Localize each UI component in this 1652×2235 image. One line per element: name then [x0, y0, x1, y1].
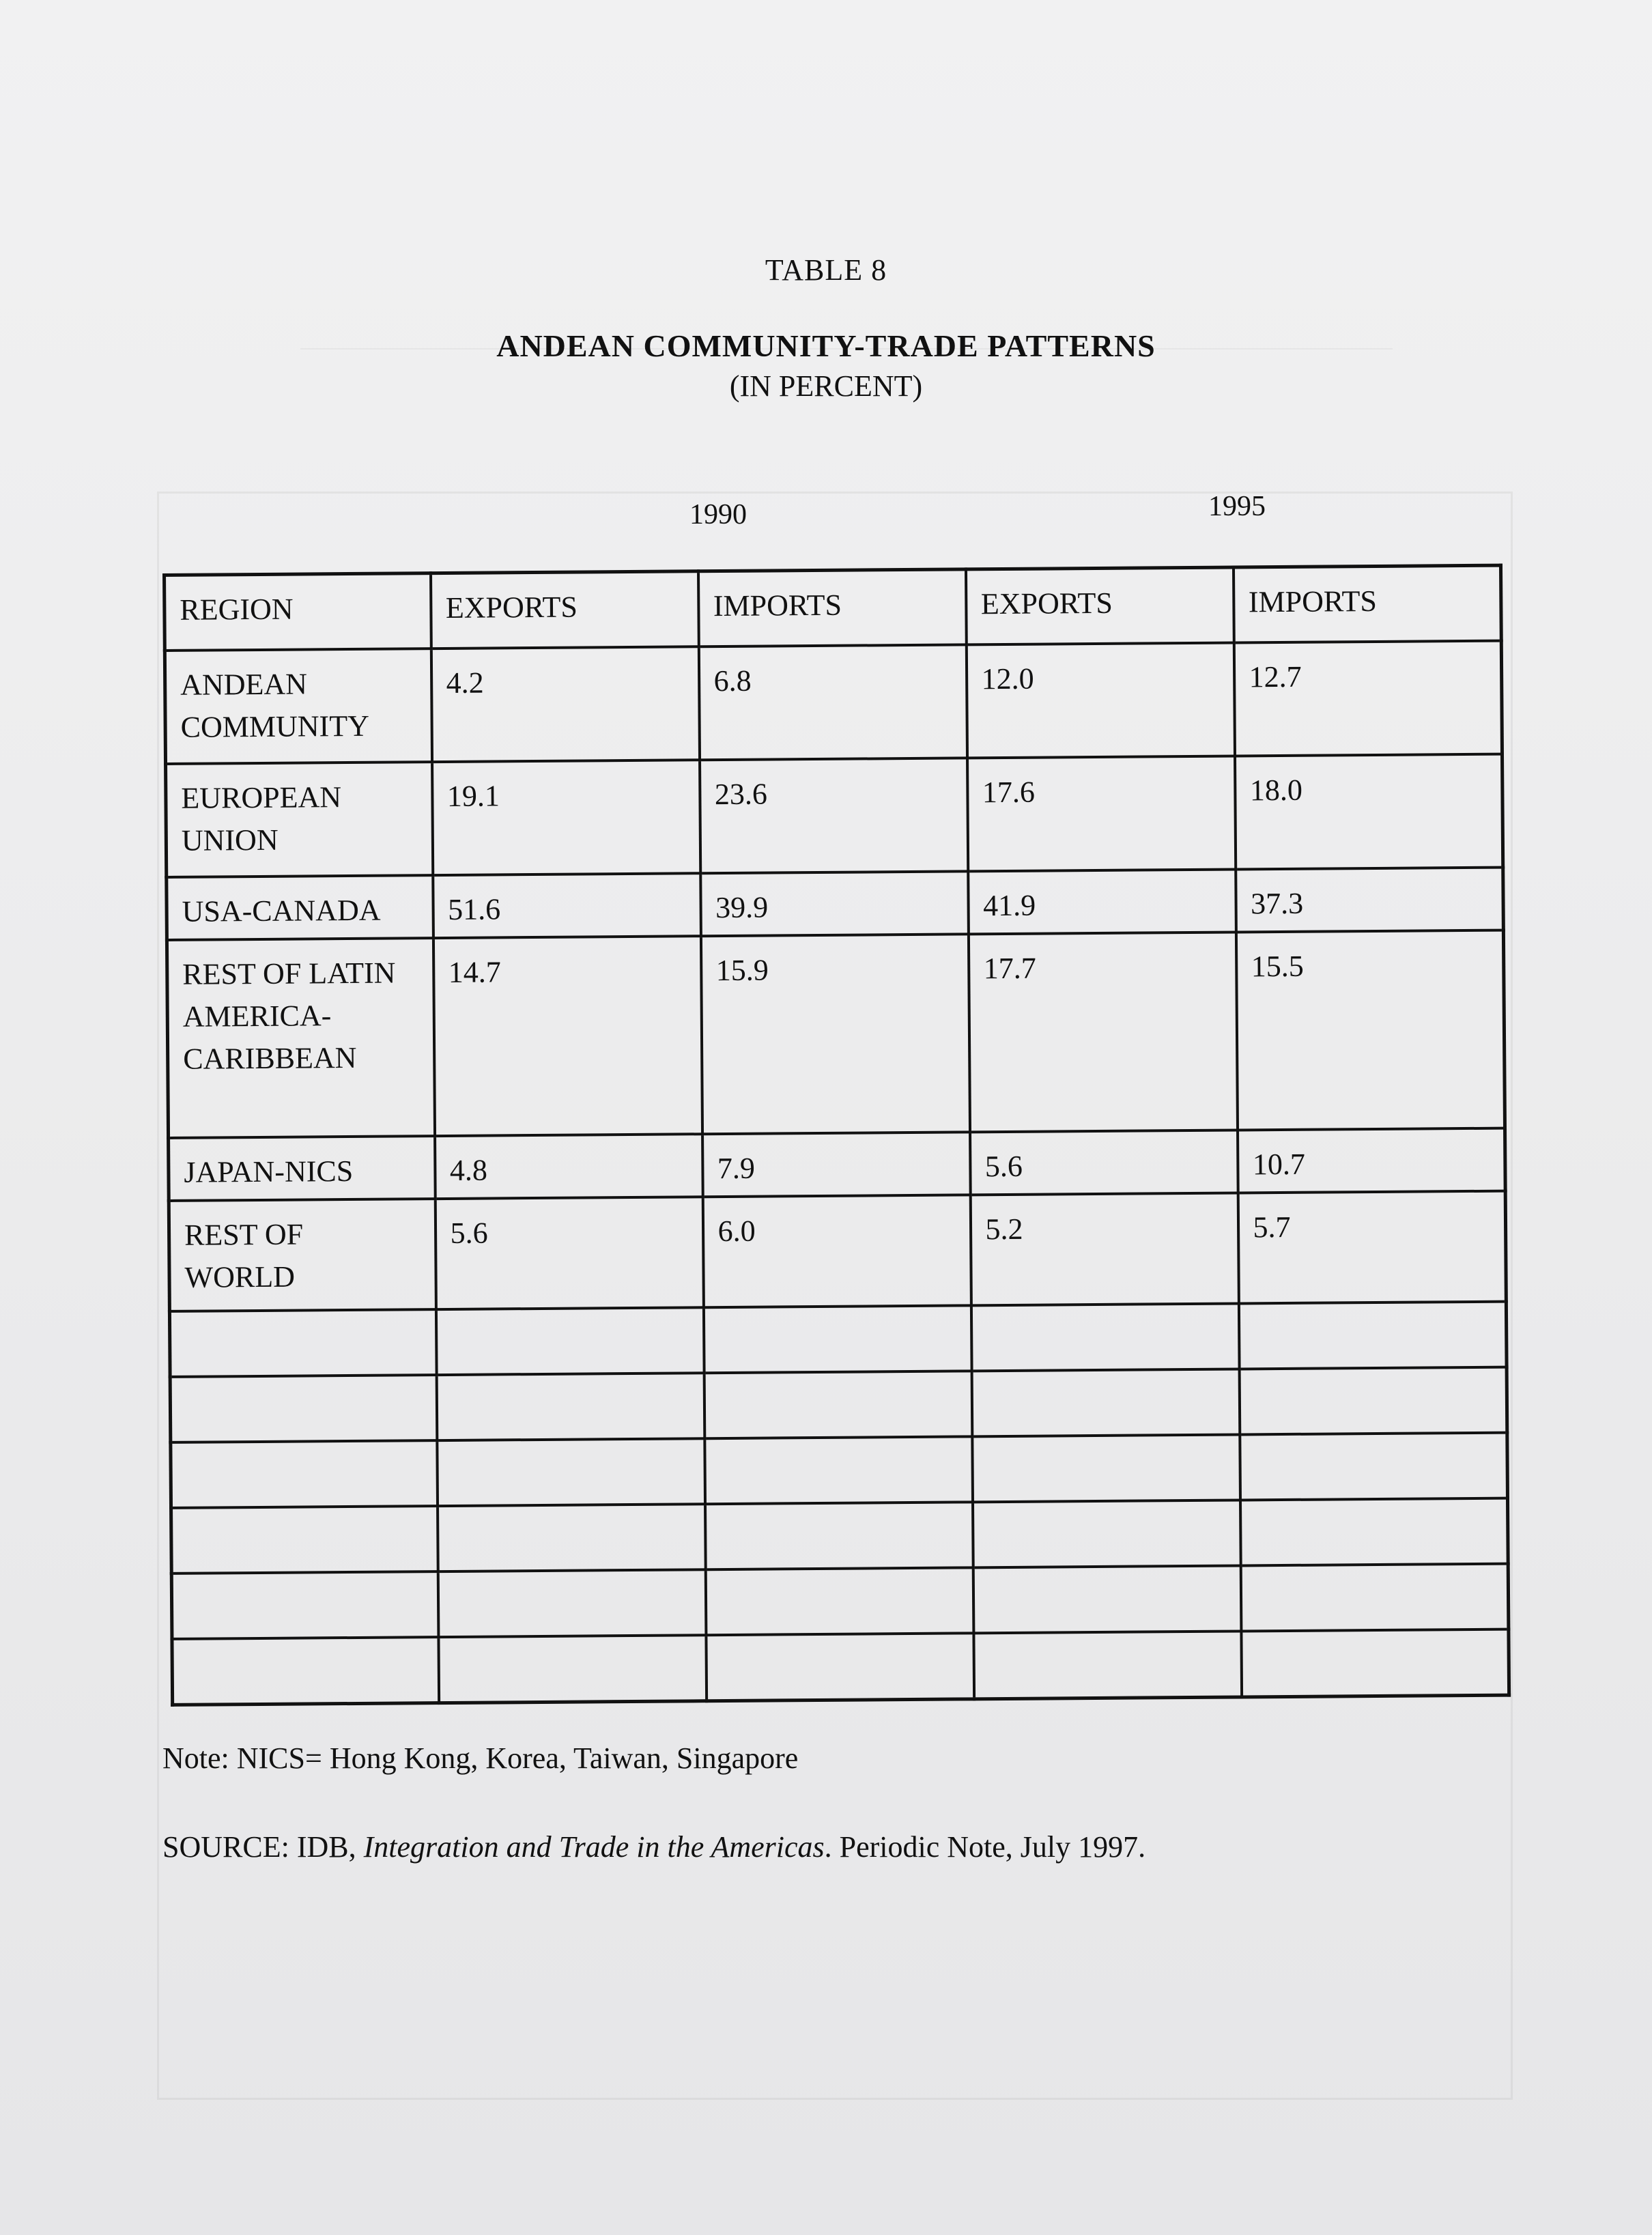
value-cell: 5.6 — [970, 1130, 1238, 1195]
source-suffix: . Periodic Note, July 1997. — [824, 1830, 1146, 1864]
value-cell: 4.2 — [431, 646, 699, 762]
value-cell: 41.9 — [968, 869, 1236, 934]
region-cell: JAPAN-NICS — [169, 1136, 436, 1201]
table-row — [167, 868, 1504, 940]
value-cell: 10.7 — [1238, 1128, 1506, 1193]
value-cell: 51.6 — [433, 873, 701, 938]
empty-row — [171, 1498, 1509, 1574]
header-imports-1995: IMPORTS — [1233, 565, 1501, 642]
year-label-1995: 1995 — [1208, 491, 1266, 522]
empty-row — [171, 1433, 1508, 1508]
region-cell: REST OF WORLD — [169, 1199, 436, 1311]
region-cell: EUROPEAN UNION — [166, 762, 433, 877]
source-prefix: SOURCE: IDB, — [162, 1830, 364, 1864]
value-cell: 4.8 — [435, 1134, 703, 1199]
table-row — [167, 930, 1505, 1138]
header-imports-1990: IMPORTS — [698, 569, 966, 646]
region-cell: REST OF LATIN AMERICA-CARIBBEAN — [167, 938, 434, 1138]
empty-row — [171, 1564, 1509, 1639]
table-number: TABLE 8 — [765, 253, 887, 287]
table-row — [165, 641, 1502, 764]
empty-row — [170, 1367, 1507, 1442]
value-cell: 19.1 — [432, 760, 700, 875]
header-row — [165, 565, 1502, 651]
table-title: ANDEAN COMMUNITY-TRADE PATTERNS — [496, 328, 1156, 363]
header-exports-1990: EXPORTS — [431, 571, 699, 649]
value-cell: 6.0 — [702, 1195, 971, 1307]
value-cell: 12.0 — [966, 642, 1234, 758]
value-cell: 5.7 — [1238, 1191, 1506, 1304]
value-cell: 5.2 — [970, 1193, 1238, 1305]
value-cell: 12.7 — [1234, 641, 1502, 756]
region-cell: ANDEAN COMMUNITY — [165, 649, 431, 764]
empty-row — [169, 1302, 1507, 1377]
value-cell: 18.0 — [1235, 754, 1503, 870]
trade-pattern-table — [162, 564, 1511, 1707]
table-row — [169, 1128, 1506, 1201]
value-cell: 17.6 — [967, 756, 1236, 871]
year-label-1990: 1990 — [689, 499, 747, 530]
value-cell: 15.9 — [700, 934, 969, 1134]
table-subtitle: (IN PERCENT) — [729, 369, 923, 403]
header-region: REGION — [165, 573, 431, 651]
value-cell: 39.9 — [700, 871, 969, 936]
empty-row — [172, 1629, 1509, 1705]
value-cell: 7.9 — [702, 1132, 971, 1197]
table-row — [169, 1191, 1506, 1311]
source-publication-title: Integration and Trade in the Americas — [363, 1830, 825, 1864]
value-cell: 17.7 — [968, 932, 1237, 1132]
table-source — [162, 1830, 1145, 1864]
value-cell: 5.6 — [435, 1197, 703, 1309]
value-cell: 6.8 — [698, 644, 967, 760]
value-cell: 37.3 — [1236, 868, 1504, 933]
table-row — [166, 754, 1503, 877]
value-cell: 15.5 — [1236, 930, 1505, 1130]
header-exports-1995: EXPORTS — [965, 567, 1234, 644]
value-cell: 14.7 — [433, 936, 702, 1136]
table-note: Note: NICS= Hong Kong, Korea, Taiwan, Singapore — [162, 1741, 799, 1775]
region-cell: USA-CANADA — [167, 875, 433, 940]
value-cell: 23.6 — [700, 758, 968, 873]
